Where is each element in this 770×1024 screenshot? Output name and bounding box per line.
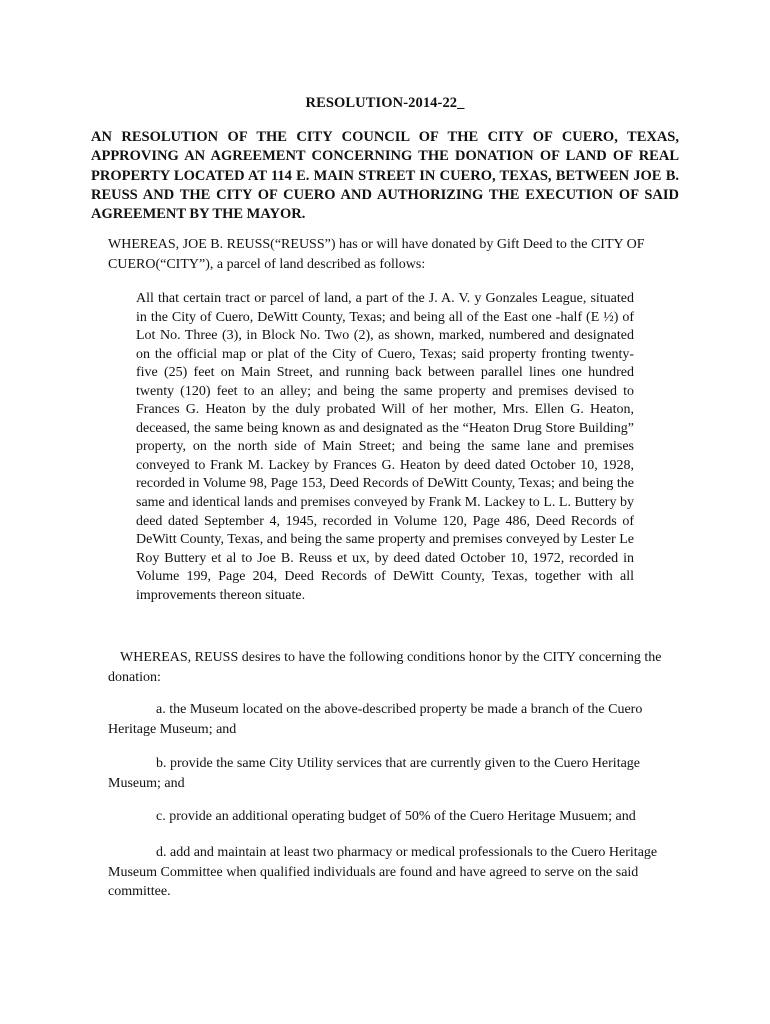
legal-description: All that certain tract or parcel of land, a part of the J. A. V. y Gonzales League, situated in the City of Cuero, DeWitt County, Texas; and being all of the East one -half (E ½) of Lot No. Three (3), in Block No. Two (2), as shown, marked, numbered and designated on the official map or plat of the City of Cuero, Texas; said property fronting twenty-five (25) feet on Main Street, and running back between parallel lines one hundred twenty (120) feet to an alley; and being the same property and premises devised to Frances G. Heaton by the duly probated Will of her mother, Mrs. Ellen G. Heaton, deceased, the same being known as and designated as the “Heaton Drug Store Building” property, on the north side of Main Street; and being the same lane and premises conveyed to Frank M. Lackey by Frances G. Heaton by deed dated October 10, 1928, recorded in Volume 98, Page 153, Deed Records of DeWitt County, Texas; and being the same and identical lands and premises conveyed by Frank M. Lackey to L. L. Buttery by deed dated September 4, 1945, recorded in Volume 120, Page 486, Deed Records of DeWitt County, Texas, and being the same property and premises conveyed by Lester Le Roy Buttery et al to Joe B. Reuss et ux, by deed dated October 10, 1972, recorded in Volume 199, Page 204, Deed Records of DeWitt County, Texas, together with all improvements thereon situate.: [136, 291, 634, 603]
resolution-number: RESOLUTION-2014-22_: [305, 95, 465, 111]
condition-b: b. provide the same City Utility services that are currently given to the Cuero Heritage Museum; and: [108, 756, 641, 791]
resolution-heading: AN RESOLUTION OF THE CITY COUNCIL OF THE CITY OF CUERO, TEXAS, APPROVING AN AGREEMENT CONCERNING THE DONATION OF LAND OF REAL PROPERTY LOCATED AT 114 E. MAIN STREET IN CUERO, TEXAS, BETWEEN JOE B. REUSS AND THE CITY OF CUERO AND AUTHORIZING THE EXECUTION OF SAID AGREEMENT BY THE MAYOR.: [91, 129, 679, 223]
whereas-paragraph-1: WHEREAS, JOE B. REUSS(“REUSS”) has or will have donated by Gift Deed to the CITY OF CUERO(“CITY”), a parcel of land described as follows:: [108, 237, 645, 272]
condition-a: a. the Museum located on the above-described property be made a branch of the Cuero Heritage Museum; and: [108, 702, 643, 737]
whereas-paragraph-2: WHEREAS, REUSS desires to have the following conditions honor by the CITY concerning the donation:: [108, 650, 662, 685]
condition-c: c. provide an additional operating budget of 50% of the Cuero Heritage Musuem; and: [156, 809, 636, 824]
condition-d: d. add and maintain at least two pharmacy or medical professionals to the Cuero Heritage Museum Committee when qualified individuals are found and have agreed to serve on the said committee.: [108, 845, 658, 899]
